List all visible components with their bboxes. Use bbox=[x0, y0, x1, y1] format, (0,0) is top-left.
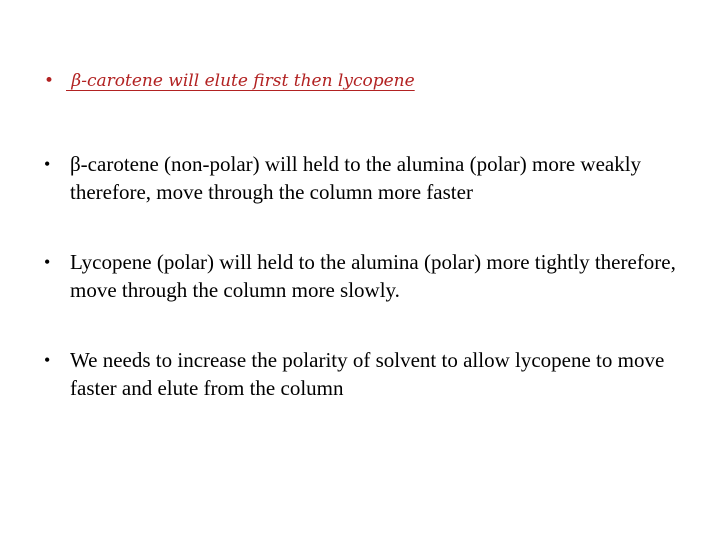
bullet-item bbox=[44, 150, 694, 206]
bullet-list bbox=[44, 150, 694, 444]
bullet-item bbox=[44, 346, 694, 402]
bullet-marker: • bbox=[44, 252, 51, 272]
heading-text: β-carotene will elute first then lycopene bbox=[66, 71, 415, 91]
slide-heading bbox=[44, 66, 684, 96]
bullet-marker: • bbox=[44, 154, 51, 174]
bullet-item bbox=[44, 248, 694, 304]
bullet-marker: • bbox=[44, 350, 51, 370]
bullet-text: We needs to increase the polarity of solvent to allow lycopene to move faster and elute from the column bbox=[70, 348, 665, 400]
heading-bullet: • bbox=[44, 71, 55, 91]
bullet-text: Lycopene (polar) will held to the alumina (polar) more tightly therefore, move through the column more slowly. bbox=[70, 250, 676, 302]
bullet-text: β-carotene (non-polar) will held to the alumina (polar) more weakly therefore, move through the column more faster bbox=[70, 152, 642, 204]
